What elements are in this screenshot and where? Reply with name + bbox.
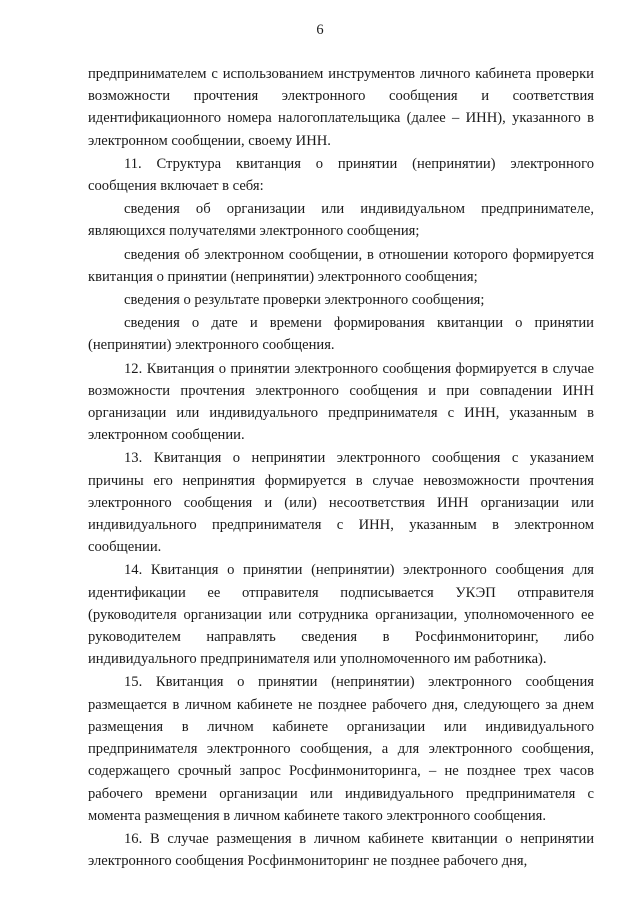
paragraph-11: 11. Структура квитанция о принятии (непринятии) электронного сообщения включает в себя: [88,155,594,195]
paragraph-15: 15. Квитанция о принятии (непринятии) электронного сообщения размещается в личном кабинете не позднее рабочего дня, следующего за днем размещения в личном кабинете организации или индивидуального предпринимателя электронного сообщения, а для электронного сообщения, содержащего срочный запрос Росфинмониторинга, – не позднее трех часов рабочего времени организации или индивидуального предпринимателя с момента размещения в личном кабинете такого электронного сообщения. [88,674,594,824]
paragraph-continuation: предпринимателем с использованием инструментов личного кабинета проверки возможности прочтения электронного сообщения и соответствия идентификационного номера налогоплательщика (далее – ИНН), указанного в электронном сообщении, своему ИНН. [88,66,594,149]
list-item-check-result: сведения о результате проверки электронного сообщения; [124,292,485,309]
paragraph-12: 12. Квитанция о принятии электронного сообщения формируется в случае возможности прочтения электронного сообщения и при совпадении ИНН организации или индивидуального предпринимателя с ИНН, указанным в электронном сообщении. [88,360,594,444]
paragraph-14: 14. Квитанция о принятии (непринятии) электронного сообщения для идентификации ее отправителя подписывается УКЭП отправителя (руководителя организации или сотрудника организации, уполномоченного ее руководителем направлять сведения в Росфинмониторинг, либо индивидуального предпринимателя или уполномоченного им работника). [88,562,594,668]
list-item-organization-info: сведения об организации или индивидуальном предпринимателе, являющихся получателями электронного сообщения; [88,201,594,240]
paragraph-13: 13. Квитанция о непринятии электронного сообщения с указанием причины его непринятия формируется в случае невозможности прочтения электронного сообщения и (или) несоответствия ИНН организации или индивидуального предпринимателя с ИНН, указанным в электронном сообщении. [88,450,594,556]
paragraph-16: 16. В случае размещения в личном кабинете квитанции о непринятии электронного сообщения Росфинмониторинг не позднее рабочего дня, [88,830,594,870]
document-body [88,63,594,872]
list-item-message-info: сведения об электронном сообщении, в отношении которого формируется квитанция о принятии (непринятии) электронного сообщения; [88,246,594,285]
page-number: 6 [316,22,324,38]
list-item-date-time: сведения о дате и времени формирования квитанции о принятии (непринятии) электронного сообщения. [88,315,594,354]
